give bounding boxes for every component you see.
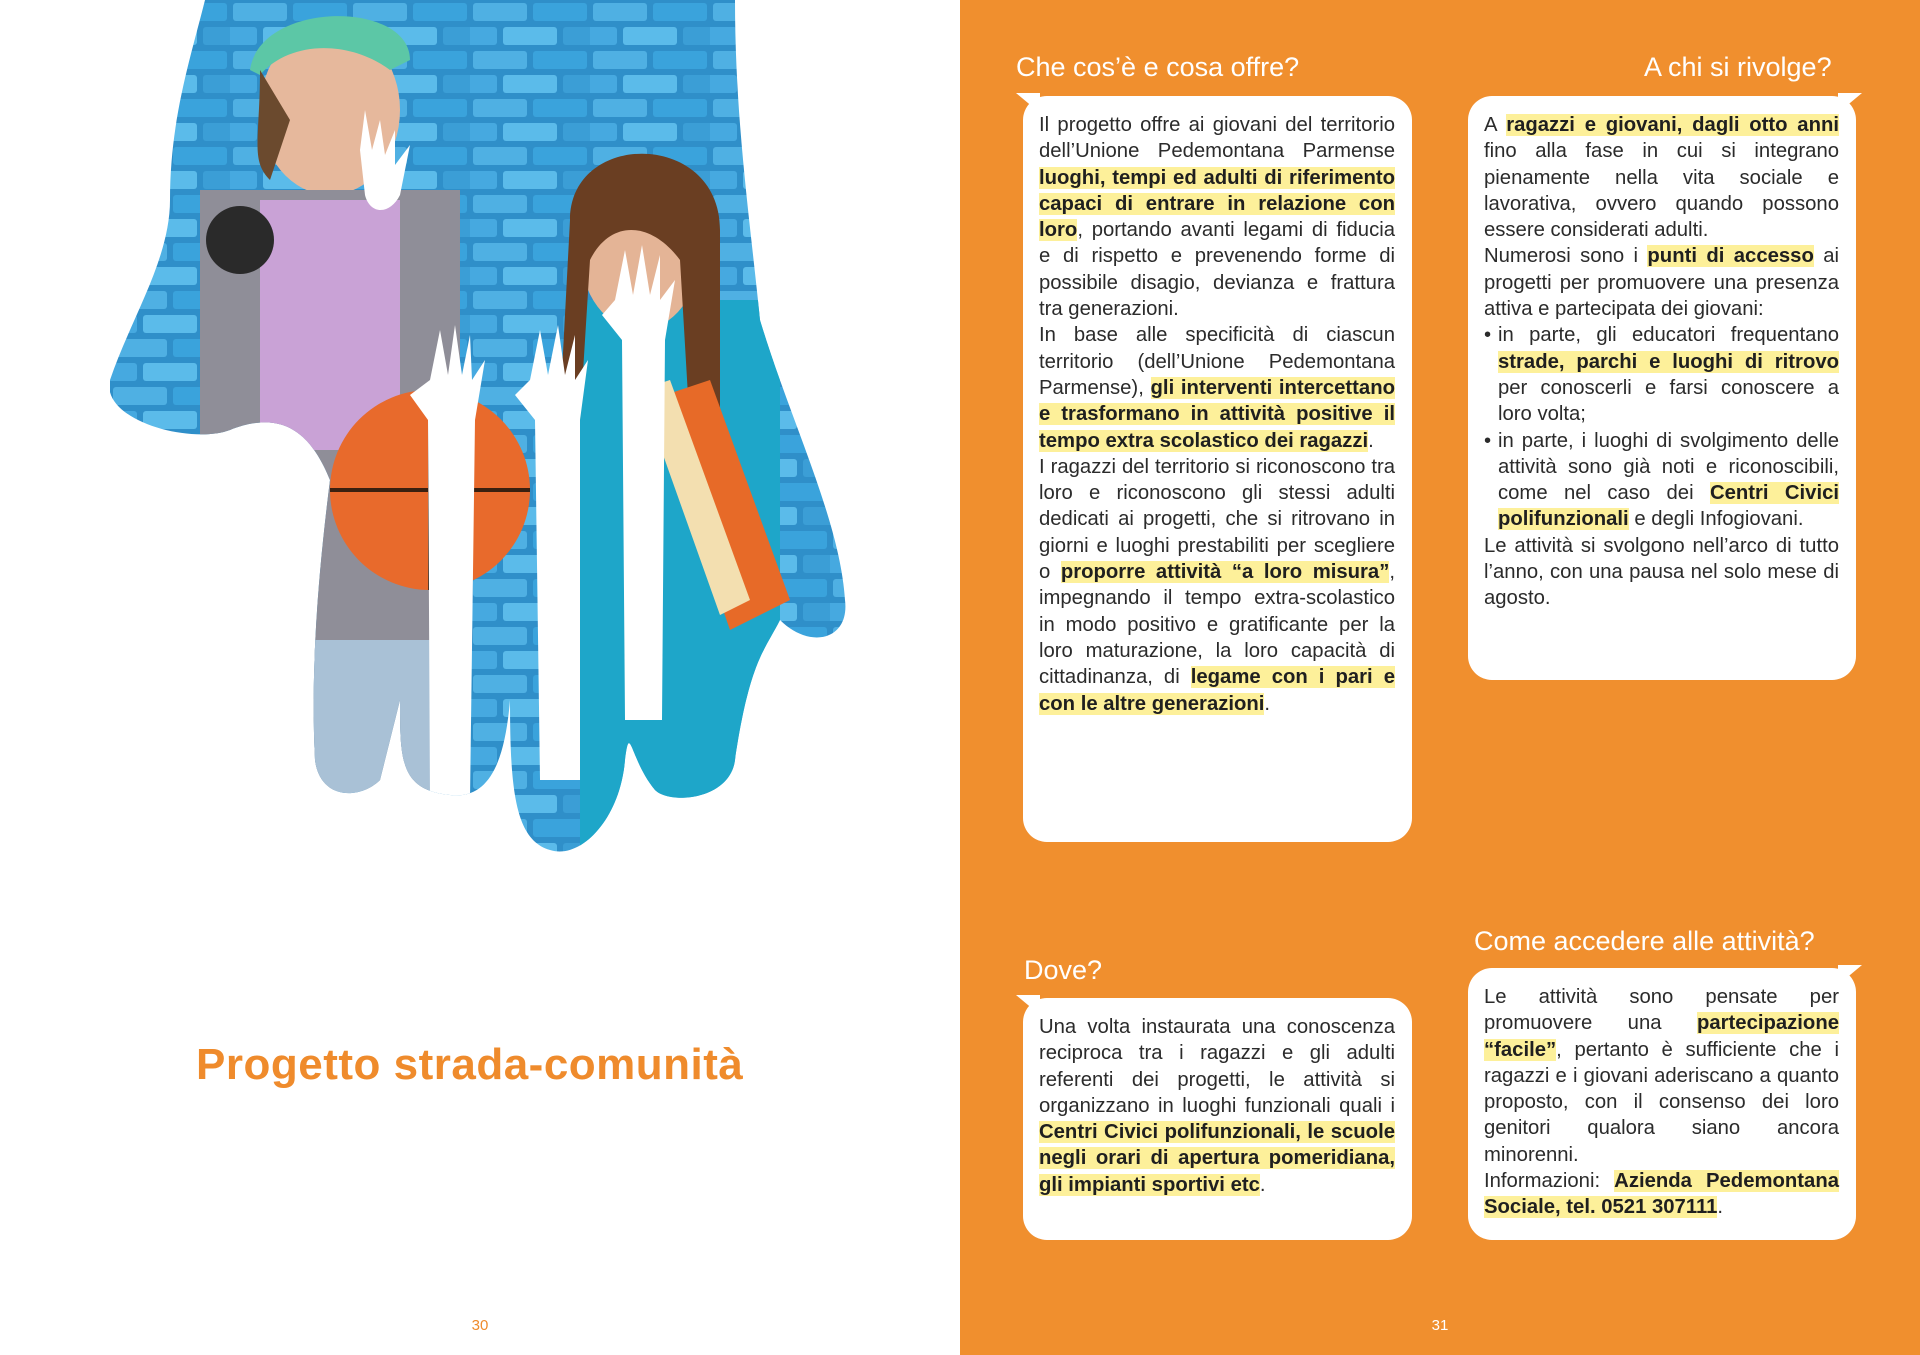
text-run: in parte, i luoghi di svolgimento delle attività sono già noti e riconoscibili, come nel caso dei xyxy=(1498,429,1839,505)
section-heading-who: A chi si rivolge? xyxy=(1644,52,1832,82)
hand-photo-illustration xyxy=(110,0,850,860)
highlight-run: Azienda Pedemontana Sociale, tel. 0521 307111 xyxy=(1484,1170,1839,1219)
text-run: . xyxy=(1368,429,1374,452)
text-run: Informazioni: xyxy=(1484,1170,1615,1193)
speech-tail-how xyxy=(1838,965,1862,985)
section-heading-where: Dove? xyxy=(1024,955,1103,985)
speech-tail-what xyxy=(1016,93,1040,113)
text-run: e degli Infogiovani. xyxy=(1628,508,1804,531)
section-heading-what: Che cos’è e cosa offre? xyxy=(1016,52,1300,82)
text-run: In base alle specificità di ciascun territorio (dell’Unione Pedemontana Parmense), xyxy=(1039,324,1395,399)
section-heading-how: Come accedere alle attività? xyxy=(1474,926,1815,956)
text-run: , pertanto è sufficiente che i ragazzi e i giovani aderiscano a quanto proposto, con il consenso dei loro genitori qualora siano ancora minorenni. xyxy=(1484,1038,1839,1166)
section-box-what xyxy=(1023,96,1412,842)
highlight-run: strade, parchi e luoghi di ritrovo xyxy=(1498,350,1839,373)
highlight-run: legame con i pari e con le altre generazioni xyxy=(1039,666,1395,715)
page-title: Progetto strada-comunità xyxy=(196,1040,744,1089)
highlight-run: ragazzi e giovani, dagli otto anni xyxy=(1506,114,1839,136)
what-paragraph-3 xyxy=(1039,454,1395,717)
list-item xyxy=(1484,428,1839,533)
how-paragraph-1 xyxy=(1484,984,1839,1168)
highlight-run: Centri Civici polifunzionali xyxy=(1498,482,1840,531)
where-paragraph-1 xyxy=(1039,1014,1395,1198)
who-access-list xyxy=(1484,322,1839,532)
text-run: Una volta instaurata una conoscenza reciproca tra i ragazzi e gli adulti referenti dei progetti, le attività si organizzano in luoghi funzionali quali i xyxy=(1039,1016,1395,1117)
speech-tail-where xyxy=(1016,995,1040,1015)
what-paragraph-2 xyxy=(1039,322,1395,453)
text-run: . xyxy=(1717,1196,1724,1219)
text-run: , portando avanti legami di fiducia e di rispetto e prevenendo forme di possibile disagio, devianza e frattura tra generazioni. xyxy=(1039,219,1395,321)
how-paragraph-2 xyxy=(1484,1168,1839,1221)
what-paragraph-1 xyxy=(1039,112,1395,322)
highlight-run: luoghi, tempi ed adulti di riferimento capaci di entrare in relazione con loro xyxy=(1039,166,1395,242)
section-box-how xyxy=(1468,968,1856,1240)
highlight-run: proporre attività “a loro misura” xyxy=(1060,561,1390,584)
text-run: . xyxy=(1264,692,1271,715)
who-paragraph-3: Le attività si svolgono nell’arco di tutto l’anno, con una pausa nel solo mese di agosto. xyxy=(1484,534,1839,610)
page-number-right: 31 xyxy=(1431,1317,1449,1334)
highlight-run: punti di accesso xyxy=(1647,245,1814,268)
text-run: Il progetto offre ai giovani del territorio dell’Unione Pedemontana Parmense xyxy=(1039,114,1395,163)
text-run: in parte, gli educatori frequentano xyxy=(1498,324,1839,347)
highlight-run: gli interventi intercettano e trasformano in attività positive il tempo extra scolastico dei ragazzi xyxy=(1039,376,1395,452)
speech-tail-who xyxy=(1838,93,1862,113)
list-item xyxy=(1484,322,1839,427)
text-run: , impegnando il tempo extra-scolastico in modo positivo e gratificante per la loro maturazione, la loro capacità di cittadinanza, di xyxy=(1039,561,1395,689)
text-run: I ragazzi del territorio si riconoscono tra loro e riconoscono gli stessi adulti dedicati ai progetti, che si ritrovano in giorni e luoghi prestabiliti per scegliere o xyxy=(1039,455,1395,584)
text-run: per conoscerli e farsi conoscere a loro volta; xyxy=(1498,376,1839,426)
section-box-who xyxy=(1468,96,1856,680)
text-run: ai progetti per promuovere una presenza attiva e partecipata dei giovani: xyxy=(1484,245,1840,321)
text-run: Le attività sono pensate per promuovere una xyxy=(1484,986,1839,1035)
section-box-where xyxy=(1023,998,1412,1240)
who-paragraph-1 xyxy=(1484,112,1839,243)
text-run: . xyxy=(1259,1173,1266,1196)
highlight-run: partecipazione “facile” xyxy=(1484,1012,1839,1061)
highlight-run: Centri Civici polifunzionali, le scuole negli orari di apertura pomeridiana, gli impianti sportivi etc xyxy=(1039,1121,1395,1196)
who-paragraph-2 xyxy=(1484,243,1839,322)
text-run: A xyxy=(1484,114,1507,136)
text-run: fino alla fase in cui si integrano pienamente nella vita sociale e lavorativa, ovvero quando possono essere considerati adulti. xyxy=(1484,140,1839,242)
text-run: Numerosi sono i xyxy=(1484,245,1648,268)
page-number-left: 30 xyxy=(471,1317,489,1334)
